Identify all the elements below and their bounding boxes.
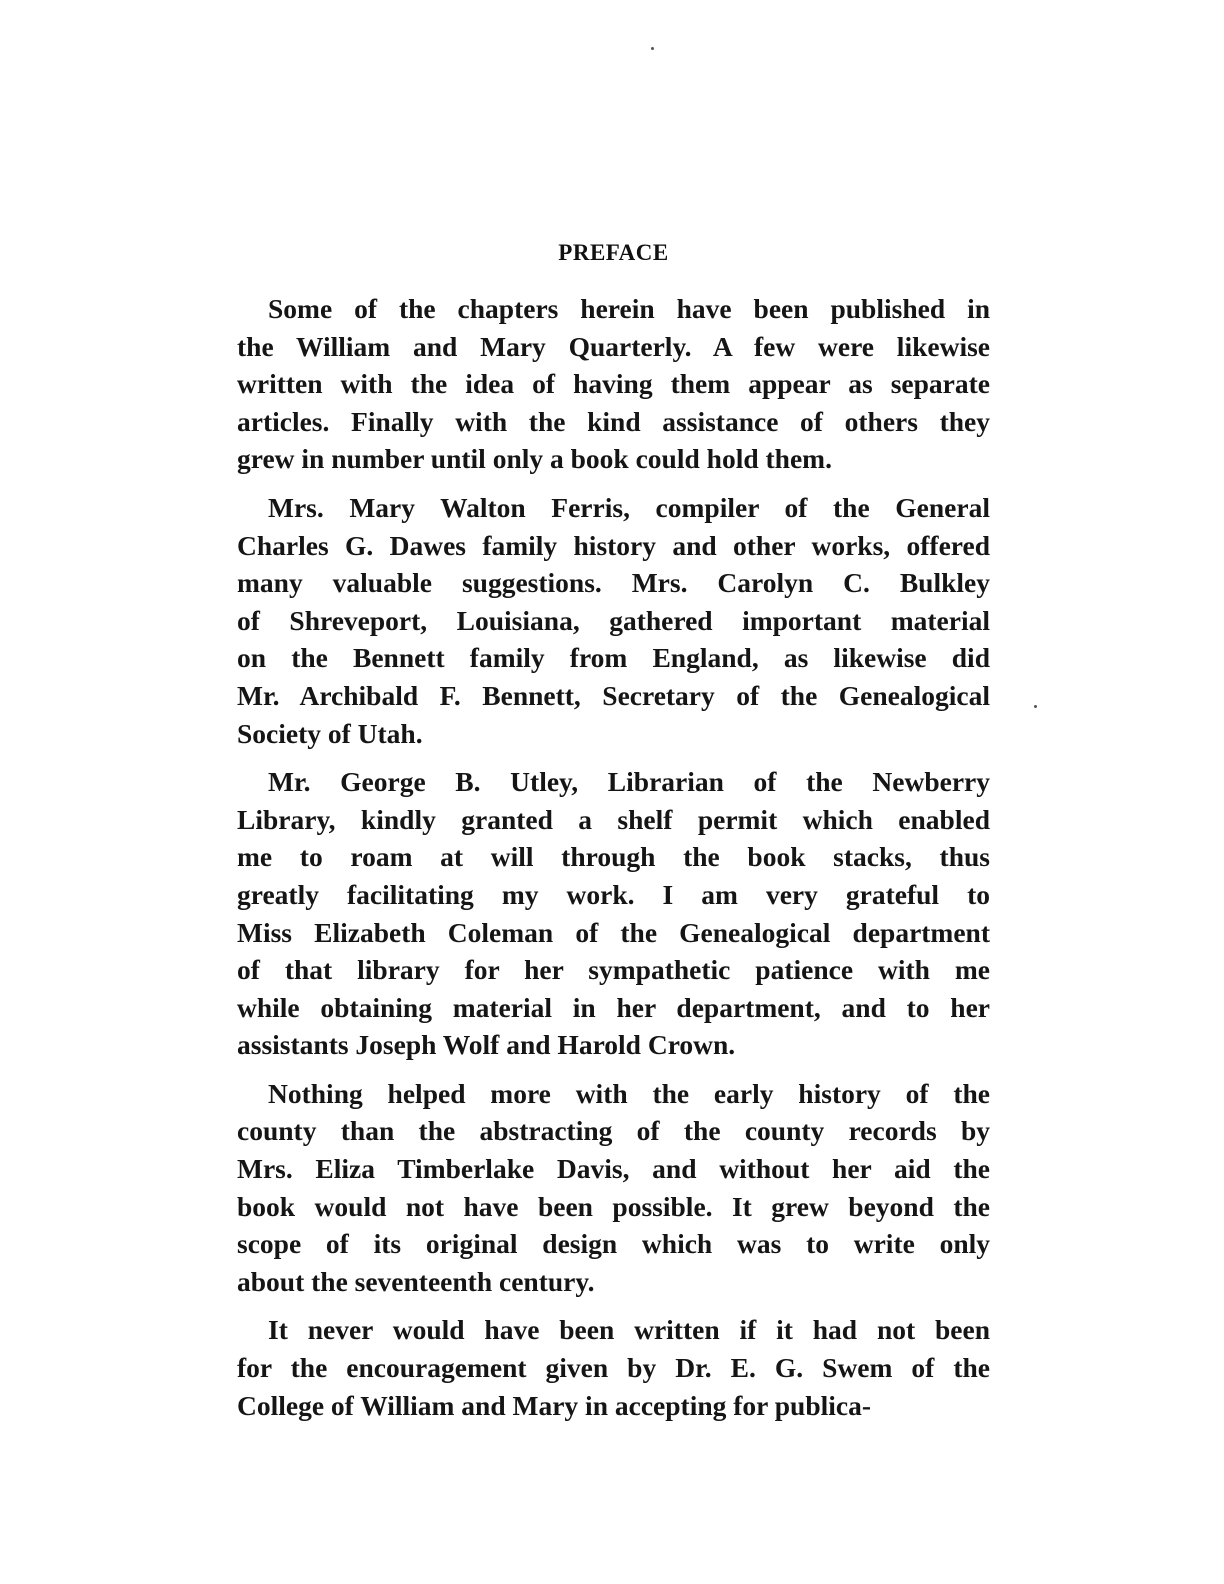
text-line: scope of its original design which was to write only (237, 1228, 990, 1260)
text-line: for the encouragement given by Dr. E. G. Swem of the (237, 1352, 990, 1384)
text-line: me to roam at will through the book stacks, thus (237, 841, 990, 873)
text-line: the William and Mary Quarterly. A few were likewise (237, 330, 990, 362)
text-line: county than the abstracting of the county records by (237, 1115, 990, 1147)
text-line: of Shreveport, Louisiana, gathered important material (237, 604, 990, 636)
text-line: written with the idea of having them appear as separate (237, 368, 990, 400)
text-line: Society of Utah. (237, 717, 423, 749)
text-line: grew in number until only a book could hold them. (237, 443, 832, 475)
text-line: many valuable suggestions. Mrs. Carolyn C. Bulkley (237, 567, 990, 599)
text-line: Mr. George B. Utley, Librarian of the Newberry (268, 766, 990, 798)
text-line: on the Bennett family from England, as likewise did (237, 642, 990, 674)
text-line: Mrs. Eliza Timberlake Davis, and without her aid the (237, 1153, 990, 1185)
text-line: book would not have been possible. It grew beyond the (237, 1190, 990, 1222)
text-line: Mrs. Mary Walton Ferris, compiler of the General (268, 491, 990, 523)
scan-speck (1034, 705, 1037, 708)
paragraph (237, 489, 990, 752)
text-line: greatly facilitating my work. I am very grateful to (237, 878, 990, 910)
paragraph (237, 290, 990, 478)
text-line: Nothing helped more with the early history of the (268, 1077, 990, 1109)
text-line: assistants Joseph Wolf and Harold Crown. (237, 1029, 736, 1061)
text-line: It never would have been written if it had not been (268, 1314, 990, 1346)
paragraph (237, 1311, 990, 1424)
scan-speck (651, 47, 654, 50)
text-line: College of William and Mary in accepting for publica- (237, 1389, 872, 1421)
text-line: about the seventeenth century. (237, 1265, 595, 1297)
page-title: PREFACE (558, 240, 669, 265)
text-line: Mr. Archibald F. Bennett, Secretary of the Genealogical (237, 679, 990, 711)
text-line: articles. Finally with the kind assistance of others they (237, 405, 990, 437)
paragraph (237, 1075, 990, 1301)
preface-body (237, 290, 990, 1435)
paragraph (237, 763, 990, 1064)
text-line: of that library for her sympathetic patience with me (237, 954, 990, 986)
text-line: Some of the chapters herein have been published in (268, 293, 990, 324)
text-line: while obtaining material in her department, and to her (237, 991, 990, 1023)
text-line: Charles G. Dawes family history and other works, offered (237, 529, 990, 561)
text-line: Library, kindly granted a shelf permit which enabled (237, 803, 990, 835)
text-line: Miss Elizabeth Coleman of the Genealogical department (237, 916, 990, 948)
